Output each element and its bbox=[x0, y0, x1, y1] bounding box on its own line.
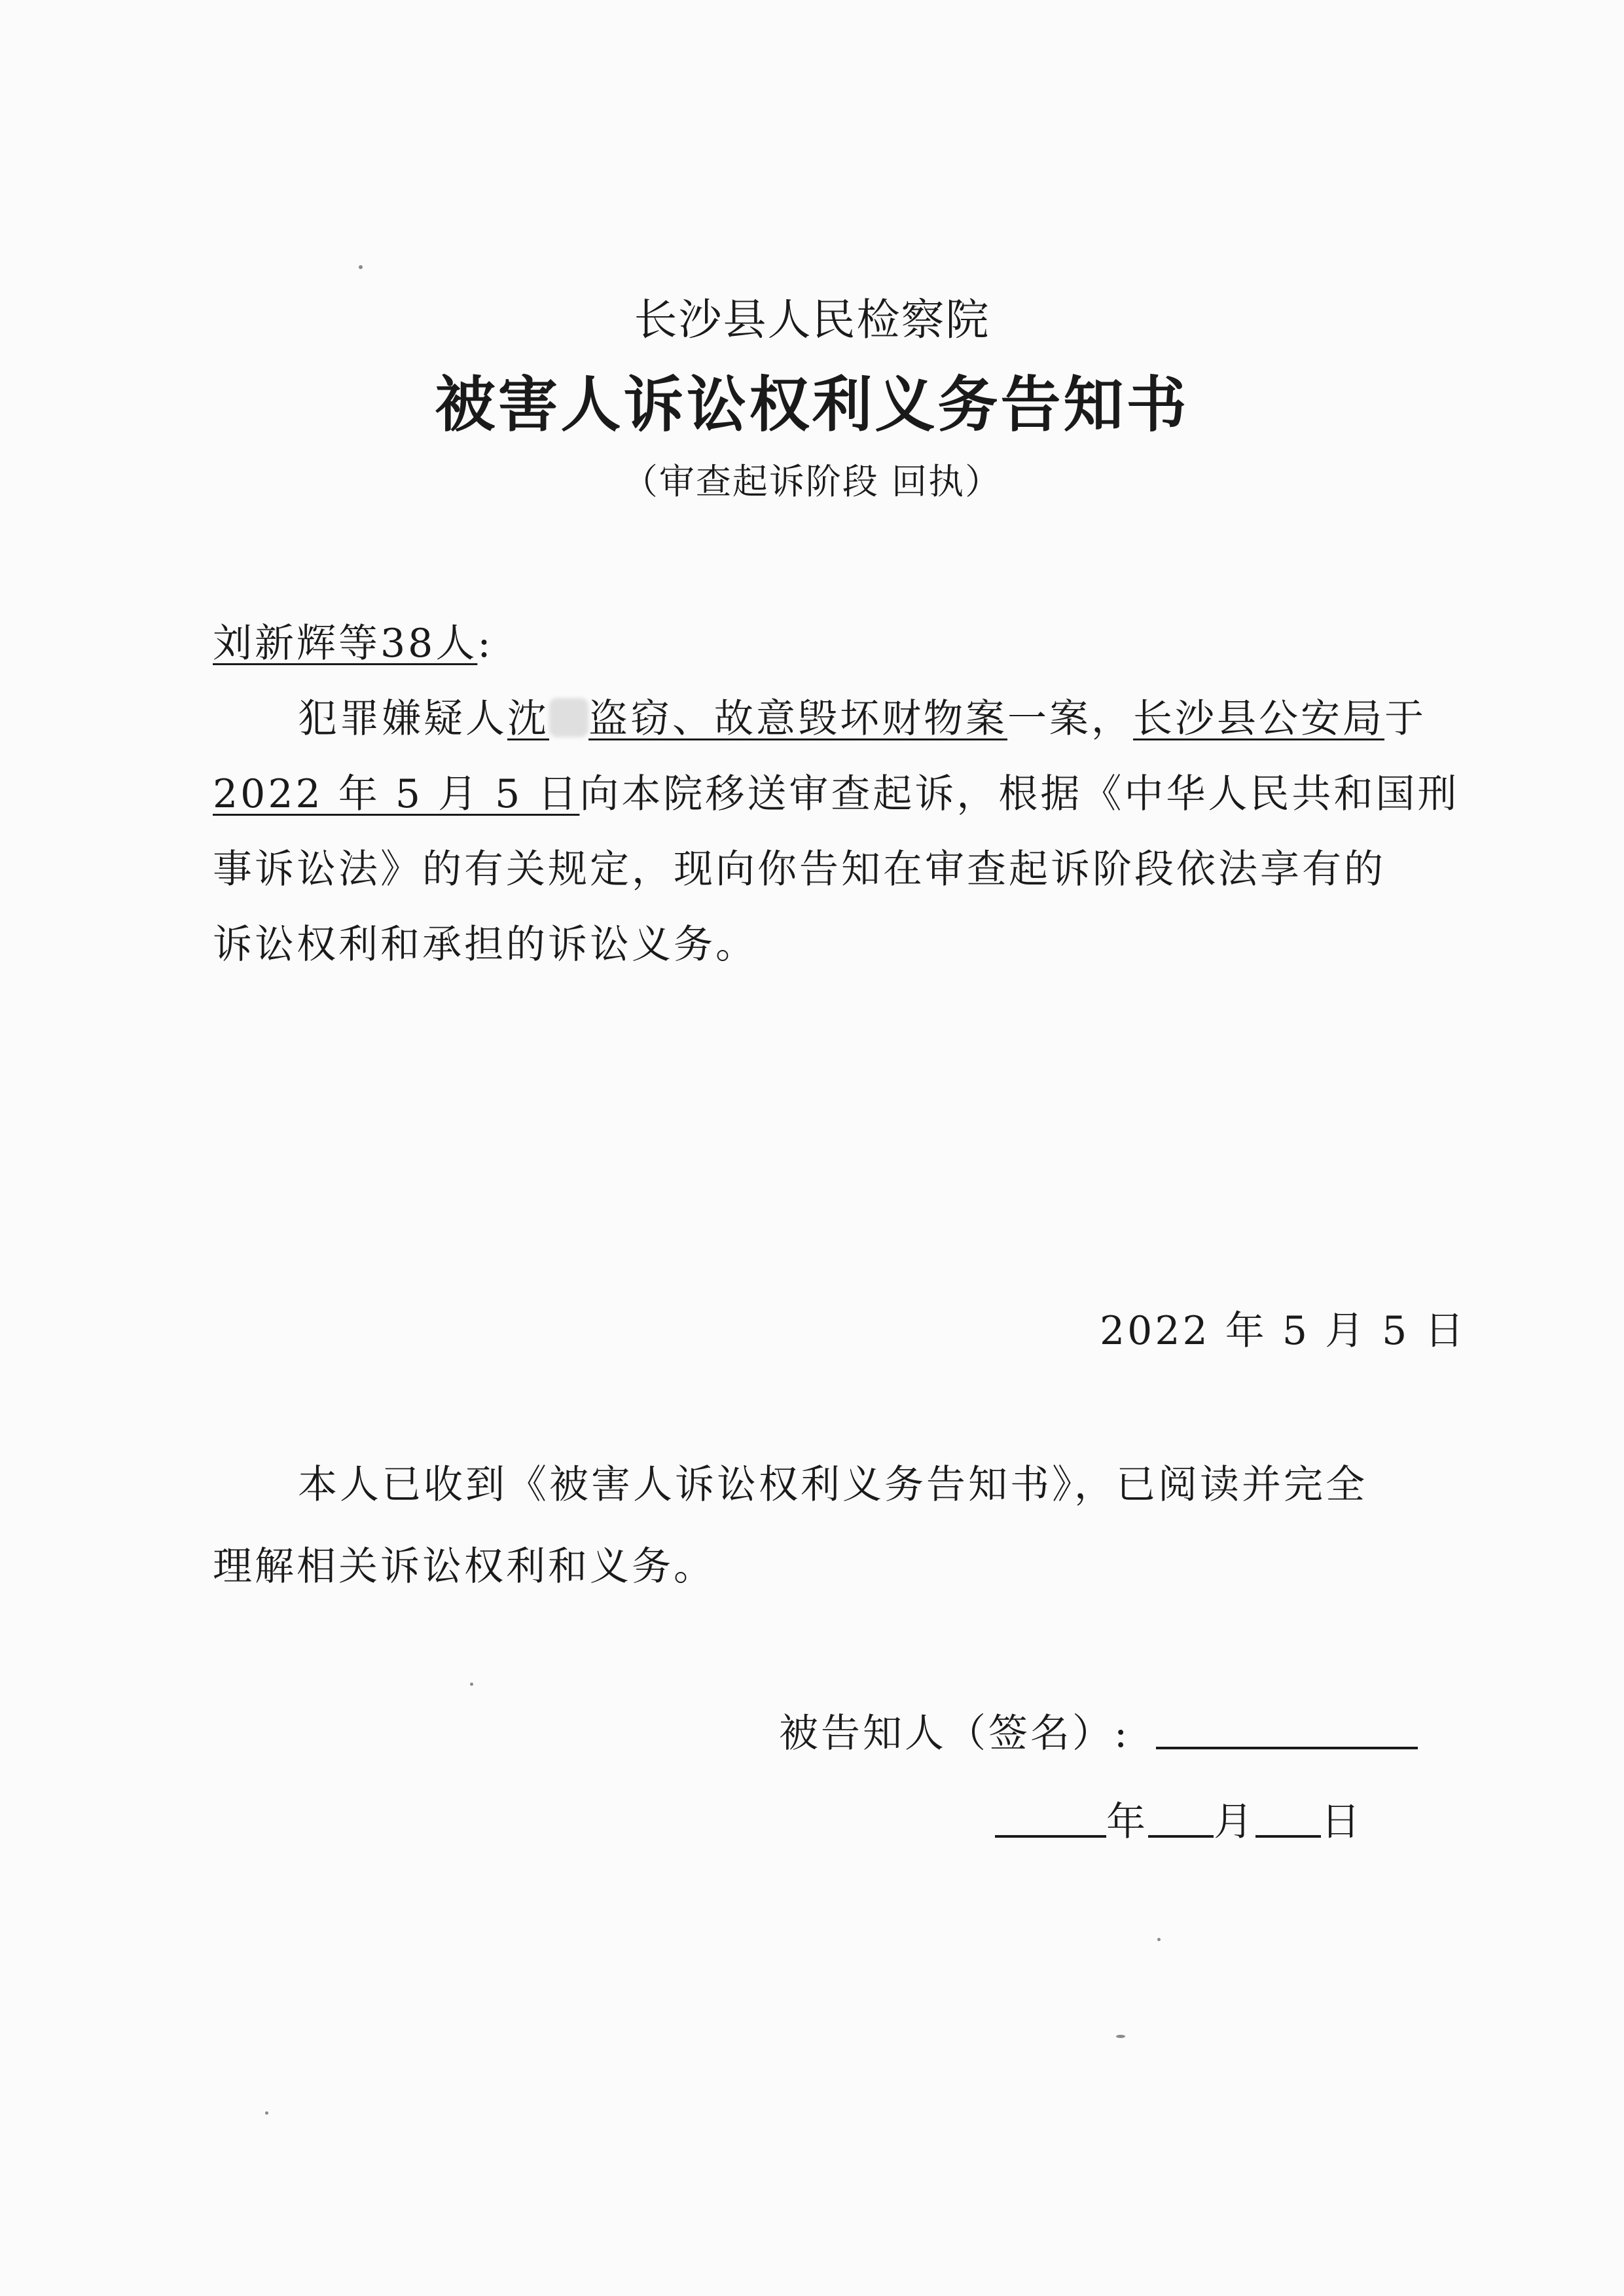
scan-speck bbox=[1116, 2035, 1125, 2038]
notice-connector: 一案， bbox=[1007, 696, 1133, 742]
document-subtitle: （审查起诉阶段 回执） bbox=[622, 461, 1002, 502]
scan-speck bbox=[470, 1683, 473, 1686]
notice-line-1 bbox=[298, 687, 1426, 744]
organization-name: 长沙县人民检察院 bbox=[634, 295, 990, 345]
suspect-name: 沈 bbox=[507, 696, 549, 742]
month-label: 月 bbox=[1214, 1799, 1255, 1845]
redaction-mark bbox=[549, 698, 588, 737]
signature-blank[interactable] bbox=[1156, 1709, 1418, 1749]
receipt-line-2: 理解相关诉讼权利和义务。 bbox=[213, 1544, 715, 1590]
notice-line-3: 事诉讼法》的有关规定，现向你告知在审查起诉阶段依法享有的 bbox=[213, 847, 1386, 892]
notice-line-2 bbox=[213, 763, 1459, 819]
year-blank[interactable] bbox=[995, 1797, 1106, 1838]
sign-date-row bbox=[995, 1791, 1363, 1847]
transfer-date: 2022 年 5 月 5 日 bbox=[213, 771, 580, 817]
day-blank[interactable] bbox=[1255, 1797, 1321, 1838]
scan-speck bbox=[265, 2111, 268, 2115]
suspect-case bbox=[507, 696, 1007, 742]
scan-speck bbox=[359, 265, 363, 269]
notice-line-2-text: 向本院移送审查起诉，根据《中华人民共和国刑 bbox=[579, 771, 1460, 817]
suspect-prefix: 犯罪嫌疑人 bbox=[298, 696, 507, 742]
police-agency: 长沙县公安局 bbox=[1133, 696, 1384, 742]
year-label: 年 bbox=[1106, 1799, 1148, 1845]
signature-label: 被告知人（签名）: bbox=[779, 1711, 1130, 1757]
notice-line-4: 诉讼权利和承担的诉讼义务。 bbox=[213, 922, 757, 968]
notice-yu: 于 bbox=[1384, 696, 1426, 742]
scan-speck bbox=[1157, 1938, 1161, 1941]
case-name: 盗窃、故意毁坏财物案 bbox=[588, 696, 1007, 742]
recipient-name: 刘新辉等38人 bbox=[213, 621, 478, 666]
signature-row bbox=[779, 1702, 1418, 1758]
day-label: 日 bbox=[1321, 1799, 1363, 1845]
receipt-line-1: 本人已收到《被害人诉讼权利义务告知书》，已阅读并完全 bbox=[298, 1462, 1367, 1508]
salutation bbox=[213, 612, 494, 668]
issue-date: 2022 年 5 月 5 日 bbox=[1100, 1308, 1467, 1354]
month-blank[interactable] bbox=[1148, 1797, 1214, 1838]
document-title: 被害人诉讼权利义务告知书 bbox=[435, 369, 1189, 440]
recipient-suffix: : bbox=[477, 621, 494, 666]
